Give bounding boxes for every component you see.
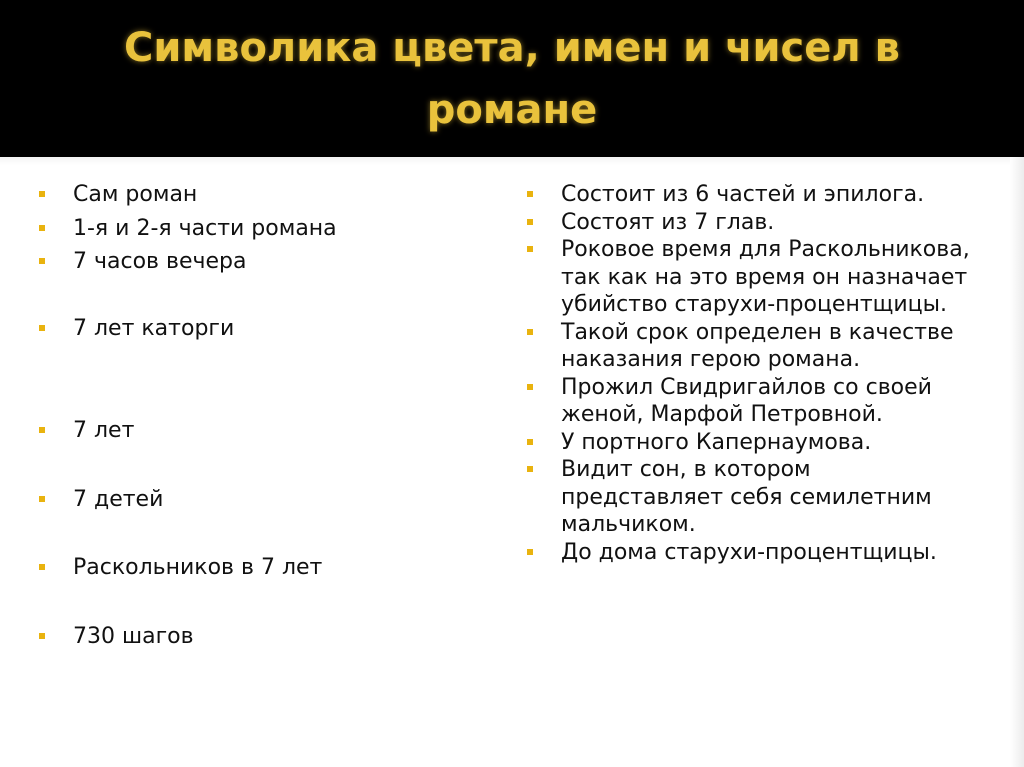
list-item: 7 детей [73,486,473,514]
list-item: Состоят из 7 глав. [561,209,971,237]
list-item: Состоит из 6 частей и эпилога. [561,181,971,209]
list-item: 7 лет каторги [73,315,473,343]
list-item: 7 часов вечера [73,248,473,276]
list-item: 730 шагов [73,623,473,651]
list-item: Прожил Свидригайлов со своей женой, Марфой Петровной. [561,374,971,429]
list-item: 1-я и 2-я части романа [73,215,473,243]
list-item: Роковое время для Раскольникова, так как на это время он назначает убийство старухи-процентщицы. [561,237,970,317]
list-item: Раскольников в 7 лет [73,554,473,582]
left-column-list [73,181,473,650]
list-item: 7 лет [73,417,473,445]
list-item: Такой срок определен в качестве наказания герою романа. [561,319,971,374]
header-divider [0,157,1024,165]
list-item: Видит сон, в котором представляет себя семилетним мальчиком. [561,456,971,539]
slide-title: Символика цвета, имен и чисел в романе [124,24,900,133]
list-item: Сам роман [73,181,473,209]
list-item: До дома старухи-процентщицы. [561,539,971,567]
page-edge-shadow [1010,157,1024,767]
right-column-list [561,181,971,566]
list-item: У портного Капернаумова. [561,429,971,457]
slide-header [0,0,1024,157]
